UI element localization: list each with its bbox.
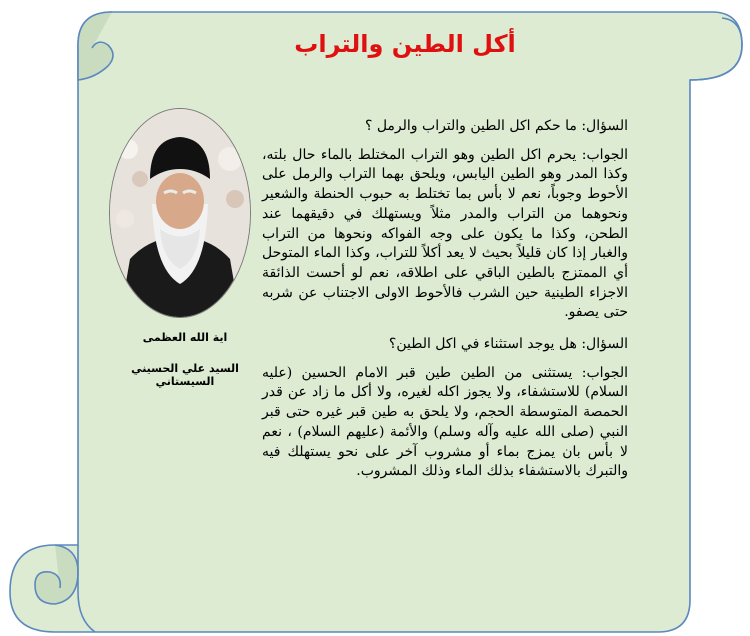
qa-content bbox=[262, 117, 628, 494]
answer-2: الجواب: يستثنى من الطين طين قبر الامام الحسين (عليه السلام) للاستشفاء، ولا يجوز اكله لغيره، ولا أكل ما زاد عن قدر الحمصة المتوسطة الحجم، ولا يلحق به طين قبر غيره حتى قبر النبي (صلى الله عليه وآله وسلم) والأئمة (عليهم السلام) ، نعم لا بأس بان يمزج بماء أو مشروب آخر على نحو يستهلك فيه والتبرك بالاستشفاء بذلك الماء وذلك المشروب. bbox=[262, 364, 628, 480]
person-title: اية الله العظمى bbox=[142, 331, 228, 344]
person-name: السيد علي الحسيني السيستاني bbox=[131, 362, 239, 388]
answer-1: الجواب: يحرم اكل الطين وهو التراب المختلط بالماء حال بلته، وكذا المدر وهو الطين اليابس، ويلحق بهما التراب والرمل على الأحوط وجوباً، نعم لا بأس بما تختلط به حبوب الحنطة والشعير ونحوهما من التراب والمدر مثلاً ويستهلك في دقيقهما عند الطحن، وكذا ما يكون على وجه الفواكه ونحوها من التراب والغبار إذا كان قليلاً بحيث لا يعد أكلاً للتراب، وكذا الماء المتوحل أي الممتزج بالطين الباقي على اطلاقه، نعم لو أحست الذائقة الاجزاء الطينية حين الشرب فالأحوط الاولى الاجتناب عن شربه حتى يصفو. bbox=[262, 146, 628, 321]
portrait-image bbox=[109, 108, 251, 318]
question-2: السؤال: هل يوجد استثناء في اكل الطين؟ bbox=[388, 336, 628, 353]
page-title: أكل الطين والتراب bbox=[294, 30, 516, 58]
portrait-icon bbox=[110, 109, 250, 317]
question-1: السؤال: ما حكم اكل الطين والتراب والرمل ؟ bbox=[364, 118, 628, 134]
